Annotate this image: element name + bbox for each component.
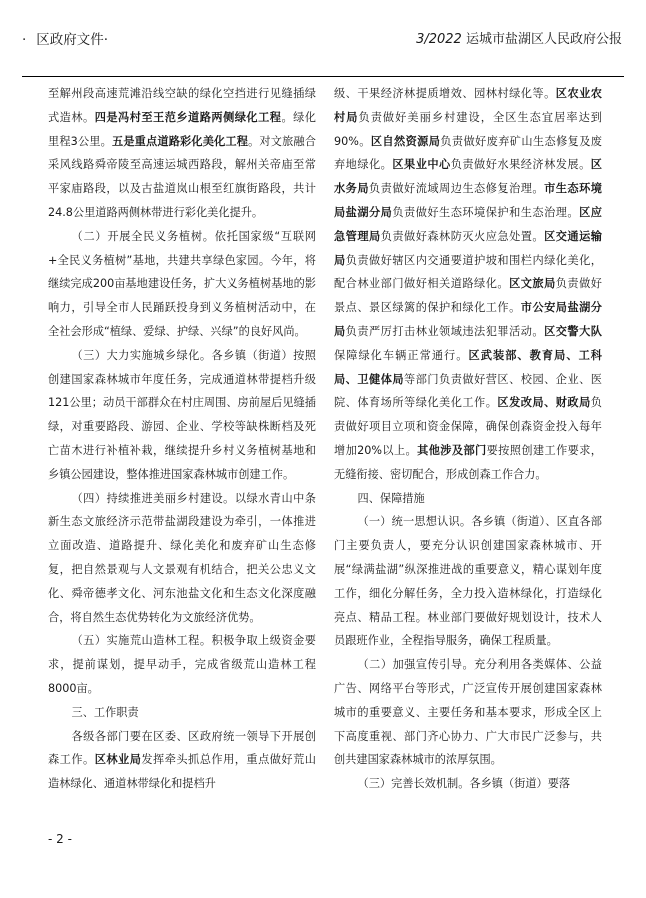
paragraph: （三）大力实施城乡绿化。各乡镇（街道）按照创建国家森林城市年度任务，完成通道林带提档升级121公里；动员干部群众在村庄周围、房前屋后见缝插绿，对重要路段、游园、企业、学校等缺株断档及死亡苗木进行补植补栽，继续提升乡村义务植树基地和乡镇公园建设，整体推进国家森林城市创建工作。 [48, 348, 316, 481]
header-right [416, 28, 622, 47]
issue-number: 3/2022 [416, 32, 462, 47]
paragraph: （五）实施荒山造林工程。积极争取上级资金要求，提前谋划，提早动手，完成省级荒山造林工程8000亩。 [48, 634, 316, 695]
header-left [22, 28, 108, 48]
right-column [334, 82, 602, 796]
section-heading: 三、工作职责 [71, 705, 139, 719]
paragraph: （四）持续推进美丽乡村建设。以绿水青山中条新生态文旅经济示范带盐湖段建设为牵引，一体推进立面改造、道路提升、绿化美化和废弃矿山生态修复，把自然景观与人文景观有机结合，把关公忠义文化、舜帝德孝文化、河东池盐文化和生态文化深度融合，将自然生态优势转化为文旅经济优势。 [48, 491, 316, 624]
paragraph: 至解州段高速荒滩沿线空缺的绿化空挡进行见缝插绿式造林。四是冯村至王范乡道路两侧绿化工程。绿化里程3公里。五是重点道路彩化美化工程。对文旅融合采风线路舜帝陵至高速运城西路段，解州关帝庙至常平家庙路段，以及古盐道岚山根至红旗街路段，共计24.8公里道路两侧林带进行彩化美化提升。 [48, 87, 316, 219]
header-rule [22, 76, 624, 77]
left-column [48, 82, 316, 796]
paragraph: （二）开展全民义务植树。依托国家级“互联网+全民义务植树”基地，共建共享绿色家园。今年，将继续完成200亩基地建设任务，扩大义务植树基地的影响力，引导全市人民踊跃投身到义务植树活动中，在全社会形成“植绿、爱绿、护绿、兴绿”的良好风尚。 [48, 229, 316, 338]
paragraph: （二）加强宣传引导。充分利用各类媒体、公益广告、网络平台等形式，广泛宣传开展创建国家森林城市的重要意义、主要任务和基本要求，形成全区上下高度重视、部门齐心协力、广大市民广泛参与，共创共建国家森林城市的浓厚氛围。 [334, 658, 602, 767]
section-heading: 四、保障措施 [357, 491, 425, 505]
paragraph: 级、干果经济林提质增效、园林村绿化等。区农业农村局负责做好美丽乡村建设，全区生态宜居率达到90%。区自然资源局负责做好废弃矿山生态修复及废弃地绿化。区果业中心负责做好水果经济林发展。区水务局负责做好流域周边生态修复治理。市生态环境局盐湖分局负责做好生态环境保护和生态治理。区应急管理局负责做好森林防灭火应急处置。区交通运输局负责做好辖区内交通要道护坡和围栏内绿化美化，配合林业部门做好相关道路绿化。区文旅局负责做好景点、景区绿篱的保护和绿化工作。市公安局盐湖分局负责严厉打击林业领域违法犯罪活动。区交警大队保障绿化车辆正常通行。区武装部、教育局、工科局、卫健体局等部门负责做好营区、校园、企业、医院、体育场所等绿化美化工作。区发改局、财政局负责做好项目立项和资金保障，确保创森资金投入每年增加20%以上。其他涉及部门要按照创建工作要求，无缝衔接、密切配合，形成创森工作合力。 [334, 87, 602, 481]
paragraph: （一）统一思想认识。各乡镇（街道）、区直各部门主要负责人，要充分认识创建国家森林城市、开展“绿满盐湖”纵深推进战的重要意义，精心谋划年度工作，细化分解任务，全力投入造林绿化，打造绿化亮点、精品工程。林业部门要做好规划设计，技术人员跟班作业，全程指导服务，确保工程质量。 [334, 515, 602, 648]
header-section-title: 区政府文件· [36, 32, 109, 48]
header-bullet: · [22, 32, 27, 48]
page-number: - 2 - [48, 832, 72, 846]
publication-title: 运城市盐湖区人民政府公报 [465, 32, 622, 47]
paragraph: 各级各部门要在区委、区政府统一领导下开展创森工作。区林业局发挥牵头抓总作用，重点做好荒山造林绿化、通道林带绿化和提档升 [48, 729, 316, 791]
page-header [22, 22, 624, 50]
paragraph: （三）完善长效机制。各乡镇（街道）要落 [357, 777, 571, 791]
